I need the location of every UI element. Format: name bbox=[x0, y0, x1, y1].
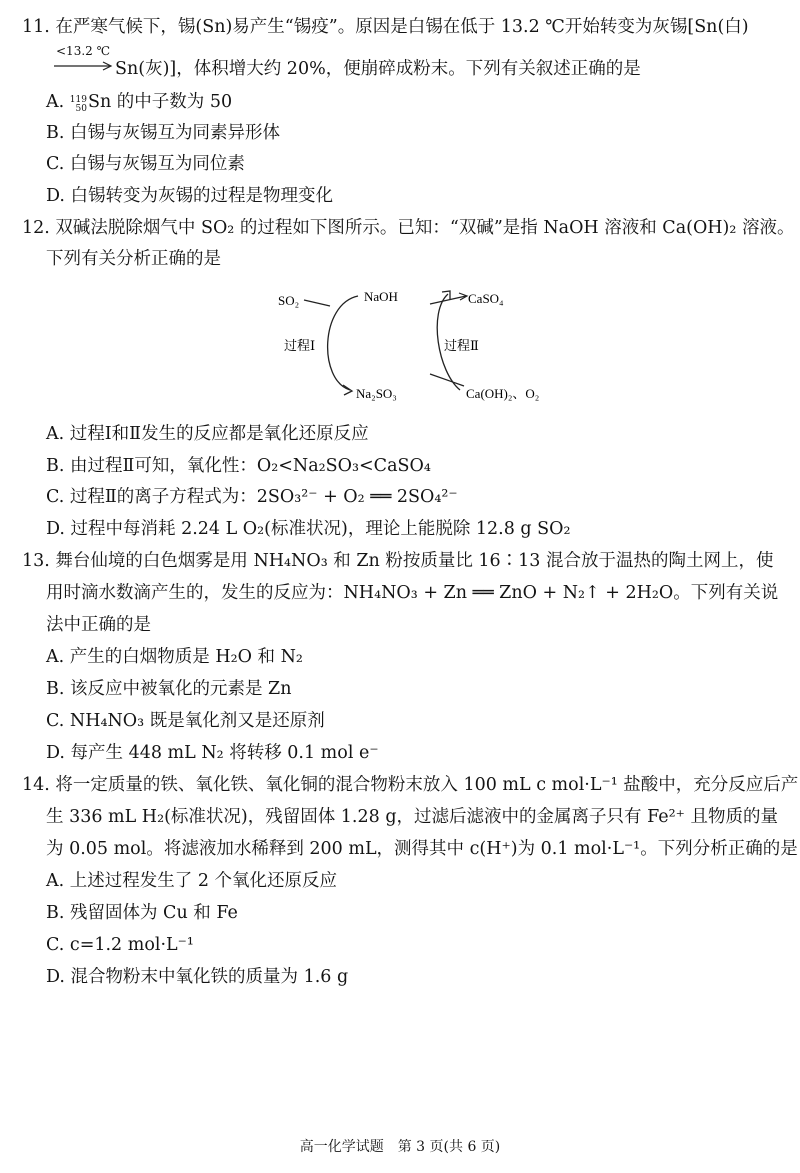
diagram-caso4: CaSO₄ bbox=[468, 291, 504, 306]
diagram-process2: 过程Ⅱ bbox=[444, 338, 479, 353]
reaction-arrow-icon bbox=[52, 44, 114, 74]
q13-stem-line2: 用时滴水数滴产生的，发生的反应为：NH₄NO₃ + Zn ══ ZnO + N₂↑ + 2H₂O。下列有关说 bbox=[46, 583, 779, 603]
diagram-na2so3: Na₂SO₃ bbox=[356, 386, 397, 401]
q13-option-d: D. 每产生 448 mL N₂ 将转移 0.1 mol e⁻ bbox=[46, 743, 379, 763]
q12-option-b: B. 由过程Ⅱ可知，氧化性：O₂<Na₂SO₃<CaSO₄ bbox=[46, 456, 431, 476]
q14-stem-line1: 14. 将一定质量的铁、氧化铁、氧化铜的混合物粉末放入 100 mL c mol·L⁻¹ 盐酸中，充分反应后产 bbox=[22, 775, 799, 795]
q11-mass-number: 119 bbox=[69, 95, 87, 105]
q12-option-c: C. 过程Ⅱ的离子方程式为：2SO₃²⁻ + O₂ ══ 2SO₄²⁻ bbox=[46, 487, 458, 507]
diagram-naoh: NaOH bbox=[364, 289, 398, 304]
q11-isotope-notation bbox=[70, 96, 87, 114]
q11-option-a bbox=[46, 91, 232, 114]
q11-option-c: C. 白锡与灰锡互为同位素 bbox=[46, 154, 245, 174]
q14-option-c: C. c=1.2 mol·L⁻¹ bbox=[46, 935, 194, 955]
so2-feed-line bbox=[304, 300, 330, 306]
diagram-caoh2-o2: Ca(OH)₂、O₂ bbox=[466, 386, 540, 401]
q13-option-c: C. NH₄NO₃ 既是氧化剂又是还原剂 bbox=[46, 711, 325, 731]
q11-option-b: B. 白锡与灰锡互为同素异形体 bbox=[46, 123, 280, 143]
q13-option-a: A. 产生的白烟物质是 H₂O 和 N₂ bbox=[46, 647, 303, 667]
q11-option-a-text: Sn 的中子数为 50 bbox=[87, 92, 233, 112]
q14-option-b: B. 残留固体为 Cu 和 Fe bbox=[46, 903, 238, 923]
q11-option-d: D. 白锡转变为灰锡的过程是物理变化 bbox=[46, 186, 334, 206]
q13-stem-line1: 13. 舞台仙境的白色烟雾是用 NH₄NO₃ 和 Zn 粉按质量比 16∶13 混合放于温热的陶土网上，使 bbox=[22, 551, 774, 571]
q11-arrow-label: <13.2 ℃ bbox=[56, 44, 111, 58]
process1-arc bbox=[328, 296, 358, 390]
arrowhead-icon bbox=[442, 291, 450, 299]
q14-option-a: A. 上述过程发生了 2 个氧化还原反应 bbox=[46, 871, 338, 891]
q12-stem-line1: 12. 双碱法脱除烟气中 SO₂ 的过程如下图所示。已知：“双碱”是指 NaOH 溶液和 Ca(OH)₂ 溶液。 bbox=[22, 218, 795, 238]
q11-atomic-number: 50 bbox=[75, 104, 87, 114]
q12-stem-line2: 下列有关分析正确的是 bbox=[46, 249, 221, 269]
page-footer: 高一化学试题 第 3 页(共 6 页) bbox=[299, 1139, 501, 1155]
q12-option-d: D. 过程中每消耗 2.24 L O₂(标准状况)，理论上能脱除 12.8 g SO₂ bbox=[46, 519, 571, 539]
double-alkali-cycle-diagram bbox=[270, 282, 570, 408]
q11-stem-line2: Sn(灰)]，体积增大约 20%，便崩碎成粉末。下列有关叙述正确的是 bbox=[115, 59, 641, 79]
q11-transition-arrow bbox=[52, 44, 114, 74]
caoh2-in-line bbox=[430, 374, 464, 386]
q13-option-b: B. 该反应中被氧化的元素是 Zn bbox=[46, 679, 292, 699]
q14-stem-line3: 为 0.05 mol。将滤液加水稀释到 200 mL，测得其中 c(H⁺)为 0.1 mol·L⁻¹。下列分析正确的是 bbox=[46, 839, 798, 859]
q13-stem-line3: 法中正确的是 bbox=[46, 615, 151, 635]
diagram-so2: SO₂ bbox=[278, 293, 300, 308]
q14-stem-line2: 生 336 mL H₂(标准状况)，残留固体 1.28 g，过滤后滤液中的金属离子只有 Fe²⁺ 且物质的量 bbox=[46, 807, 778, 827]
arrowhead-icon bbox=[343, 385, 352, 395]
q12-option-a: A. 过程Ⅰ和Ⅱ发生的反应都是氧化还原反应 bbox=[46, 424, 369, 444]
q11-stem-line1: 11. 在严寒气候下，锡(Sn)易产生“锡疫”。原因是白锡在低于 13.2 ℃开始转变为灰锡[Sn(白) bbox=[22, 17, 749, 37]
q14-option-d: D. 混合物粉末中氧化铁的质量为 1.6 g bbox=[46, 967, 349, 987]
q11-option-a-prefix: A. bbox=[46, 92, 70, 112]
diagram-process1: 过程Ⅰ bbox=[284, 338, 316, 353]
